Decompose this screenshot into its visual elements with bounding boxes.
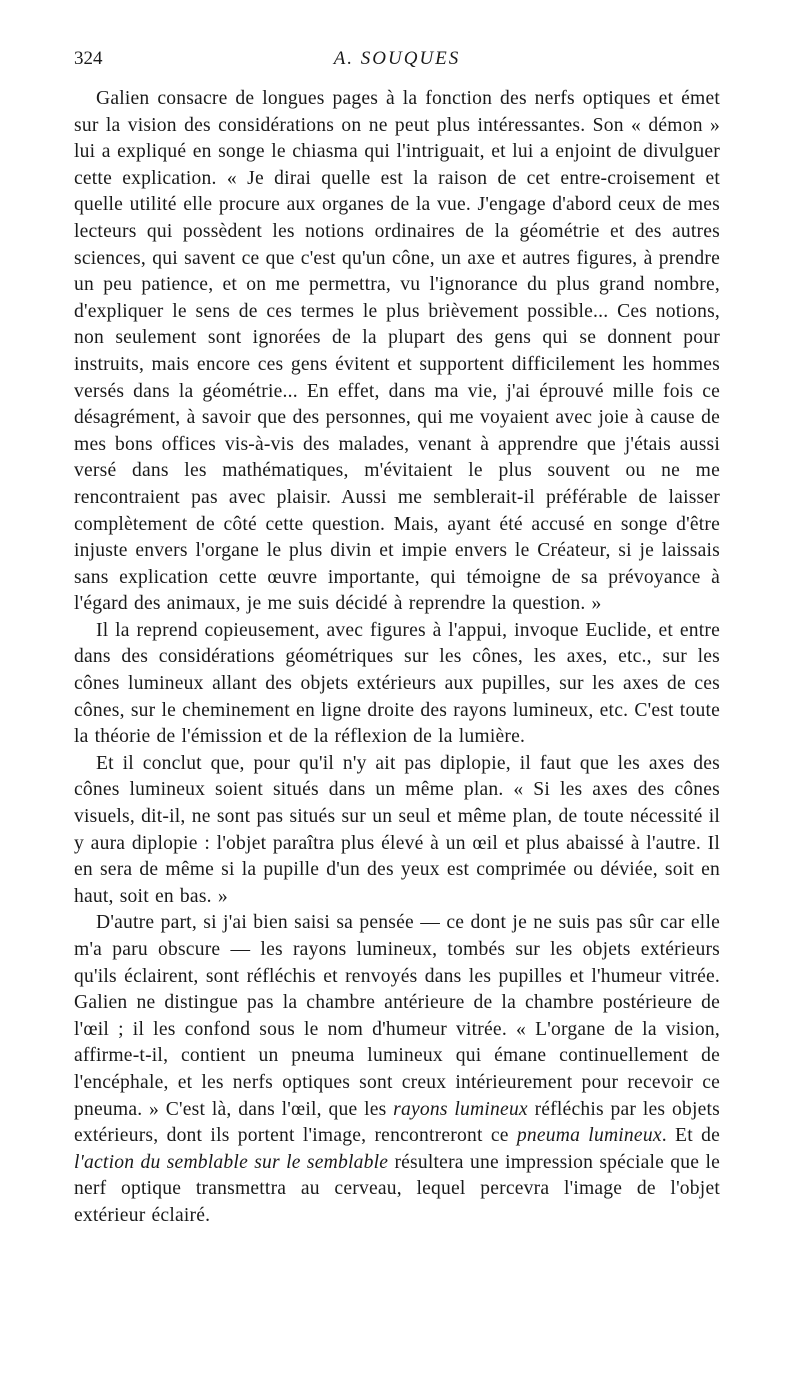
running-head [74,48,720,76]
running-head-author: A. SOUQUES [333,48,461,69]
paragraph-1: Galien consacre de longues pages à la fonction des nerfs optiques et émet sur la vision des considérations on ne peut plus intéressantes. Son « démon » lui a expliqué en songe le chiasma qui l'intriguait, et lui a enjoint de divulguer cette explication. « Je dirai quelle est la raison de cet entre-croisement et quelle utilité elle procure aux organes de la vue. J'engage d'abord ceux de mes lecteurs qui possèdent les notions ordinaires de la géométrie et des autres sciences, qui savent ce que c'est qu'un cône, un axe et autres figures, à prendre un peu patience, et on me permettra, vu l'ignorance du plus grand nombre, d'expliquer le sens de ces termes le plus brièvement possible... Ces notions, non seulement sont ignorées de la plupart des gens qui se donnent pour instruits, mais encore ces gens évitent et supportent difficilement les hommes versés dans la géométrie... En effet, dans ma vie, j'ai éprouvé mille fois ce désagrément, à savoir que des personnes, qui me voyaient avec joie à cause de mes bons offices vis-à-vis des malades, venant à apprendre que j'étais aussi versé dans les mathématiques, m'évitaient le plus souvent ou ne me rencontraient pas avec plaisir. Aussi me semblerait-il préférable de laisser complètement de côté cette question. Mais, ayant été accusé en songe d'être injuste envers l'organe le plus divin et impie envers le Créateur, si je laissais sans explication cette œuvre importante, qui témoigne de sa prévoyance à l'égard des animaux, je me suis décidé à reprendre la question. » [74,88,720,615]
paragraph-2: Il la reprend copieusement, avec figures à l'appui, invoque Euclide, et entre dans des considérations géométriques sur les cônes, les axes, etc., sur les cônes lumineux allant des objets extérieurs aux pupilles, sur les axes de ces cônes, sur le cheminement en ligne droite des rayons lumineux, etc. C'est toute la théorie de l'émission et de la réflexion de la lumière. [74,619,720,748]
paragraph-3: Et il conclut que, pour qu'il n'y ait pas diplopie, il faut que les axes des cônes lumineux soient situés dans un même plan. « Si les axes des cônes visuels, dit-il, ne sont pas situés sur un seul et même plan, de toute nécessité il y aura diplopie : l'objet paraîtra plus élevé à un œil et plus abaissé à l'autre. Il en sera de même si la pupille d'un des yeux est comprimée ou déviée, soit en haut, soit en bas. » [74,752,720,907]
italic-pneuma-lumineux: pneuma lumineux [516,1125,662,1147]
body-text [74,86,720,1230]
page-number: 324 [74,48,103,69]
paragraph-4-part-d: résultera une impression spéciale que le nerf optique transmettra au cerveau, lequel percevra l'image de l'objet extérieur éclairé. [74,1151,720,1226]
paragraph-4 [74,910,720,1229]
paragraph-4-part-c: . Et de [661,1125,720,1147]
italic-action-du-semblable: l'action du semblable sur le semblable [74,1151,389,1173]
paragraph-4-part-a: D'autre part, si j'ai bien saisi sa pensée — ce dont je ne suis pas sûr car elle m'a paru obscure — les rayons lumineux, tombés sur les objets extérieurs qu'ils éclairent, sont réfléchis et renvoyés dans les pupilles et l'humeur vitrée. Galien ne distingue pas la chambre antérieure de la chambre postérieure de l'œil ; il les confond sous le nom d'humeur vitrée. « L'organe de la vision, affirme-t-il, contient un pneuma lumineux qui émane continuellement de l'encéphale, et les nerfs optiques sont creux intérieurement pour recevoir ce pneuma. » C'est là, dans l'œil, que les [74,912,720,1120]
italic-rayons-lumineux: rayons lumineux [393,1098,528,1120]
paragraph-4-part-b: réfléchis par les objets extérieurs, dont ils portent l'image, rencontreront ce [74,1098,720,1147]
